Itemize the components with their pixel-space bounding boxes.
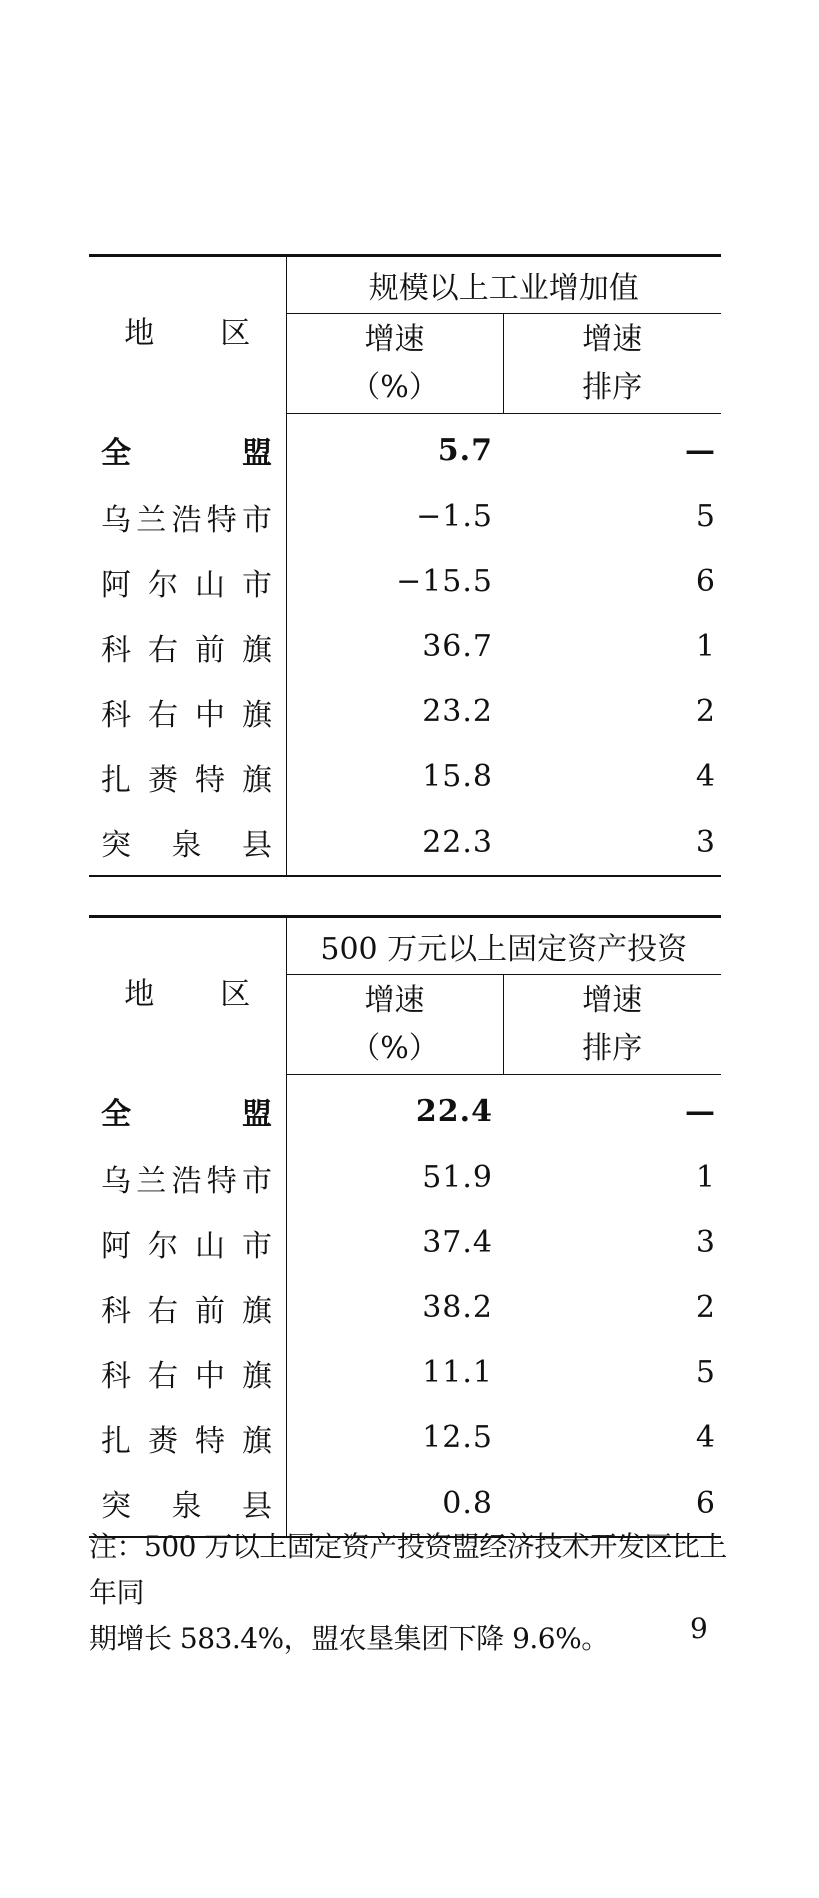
growth-value: 38.2 <box>422 1290 493 1325</box>
rank-value: 1 <box>695 629 715 664</box>
region-column-header: 地 区 <box>89 256 286 414</box>
table-row <box>89 1210 721 1275</box>
growth-value: 37.4 <box>422 1225 493 1260</box>
table-row-total <box>89 414 721 485</box>
growth-value: 22.3 <box>286 809 503 876</box>
growth-value: 23.2 <box>422 694 493 729</box>
rank-value: 4 <box>695 1420 716 1455</box>
table-row <box>89 679 721 744</box>
rank-value: 6 <box>503 1470 721 1537</box>
rank-value: 6 <box>695 564 715 599</box>
rank-value: — <box>685 1093 716 1129</box>
growth-value: 5.7 <box>437 432 493 468</box>
table-row <box>89 614 721 679</box>
region-name: 科 右 前 旗 <box>101 1293 272 1329</box>
table-row-total <box>89 1075 721 1146</box>
table-row <box>89 484 721 549</box>
rank-value: 2 <box>695 694 715 729</box>
growth-column-header: 增速 （%） <box>286 314 503 414</box>
rank-value: 2 <box>695 1290 716 1325</box>
region-name: 突 泉 县 <box>101 828 272 863</box>
table-row <box>89 744 721 809</box>
growth-value: 0.8 <box>286 1470 503 1537</box>
rank-column-header: 增速 排序 <box>503 314 721 414</box>
region-name: 乌 兰 浩 特 市 <box>101 1163 272 1199</box>
table-row <box>89 809 721 876</box>
table-row <box>89 1340 721 1405</box>
growth-value: 22.4 <box>415 1093 493 1129</box>
region-name: 扎 赉 特 旗 <box>101 1423 272 1459</box>
region-name: 扎 赉 特 旗 <box>101 762 272 798</box>
rank-value: 4 <box>695 759 715 794</box>
growth-value: 36.7 <box>422 629 493 664</box>
table-row <box>89 1145 721 1210</box>
table-row <box>89 1405 721 1470</box>
growth-value: 15.8 <box>422 759 493 794</box>
table-row <box>89 549 721 614</box>
region-name: 科 右 前 旗 <box>101 632 272 668</box>
growth-value: 12.5 <box>422 1420 493 1455</box>
region-name: 科 右 中 旗 <box>101 697 272 733</box>
table-industrial-value-added <box>89 254 721 877</box>
table-footnote: 注：500 万以上固定资产投资盟经济技术开发区比上年同 期增长 583.4%，盟农垦集团下降 9.6%。 <box>89 1530 727 1655</box>
region-name: 全 盟 <box>101 1096 272 1132</box>
growth-value: 51.9 <box>422 1160 493 1195</box>
rank-value: 1 <box>695 1160 716 1195</box>
region-column-header: 地 区 <box>89 917 286 1075</box>
region-name: 乌 兰 浩 特 市 <box>101 502 272 538</box>
growth-value: −15.5 <box>396 564 493 599</box>
rank-value: 5 <box>695 499 715 534</box>
region-name: 突 泉 县 <box>101 1489 272 1524</box>
region-name: 阿 尔 山 市 <box>101 1228 272 1264</box>
region-name: 科 右 中 旗 <box>101 1358 272 1394</box>
rank-value: 3 <box>503 809 721 876</box>
growth-value: 11.1 <box>422 1355 493 1390</box>
growth-column-header: 增速 （%） <box>286 975 503 1075</box>
table-row <box>89 1275 721 1340</box>
region-name: 全 盟 <box>101 435 272 471</box>
rank-value: 3 <box>695 1225 716 1260</box>
region-name: 阿 尔 山 市 <box>101 567 272 603</box>
group-header: 规模以上工业增加值 <box>286 256 721 314</box>
rank-value: 5 <box>695 1355 716 1390</box>
table-fixed-asset-investment <box>89 915 721 1538</box>
rank-column-header: 增速 排序 <box>503 975 721 1075</box>
group-header: 500 万元以上固定资产投资 <box>286 917 721 975</box>
growth-value: −1.5 <box>416 499 493 534</box>
page-number: 9 <box>690 1612 708 1645</box>
rank-value: — <box>685 432 715 468</box>
